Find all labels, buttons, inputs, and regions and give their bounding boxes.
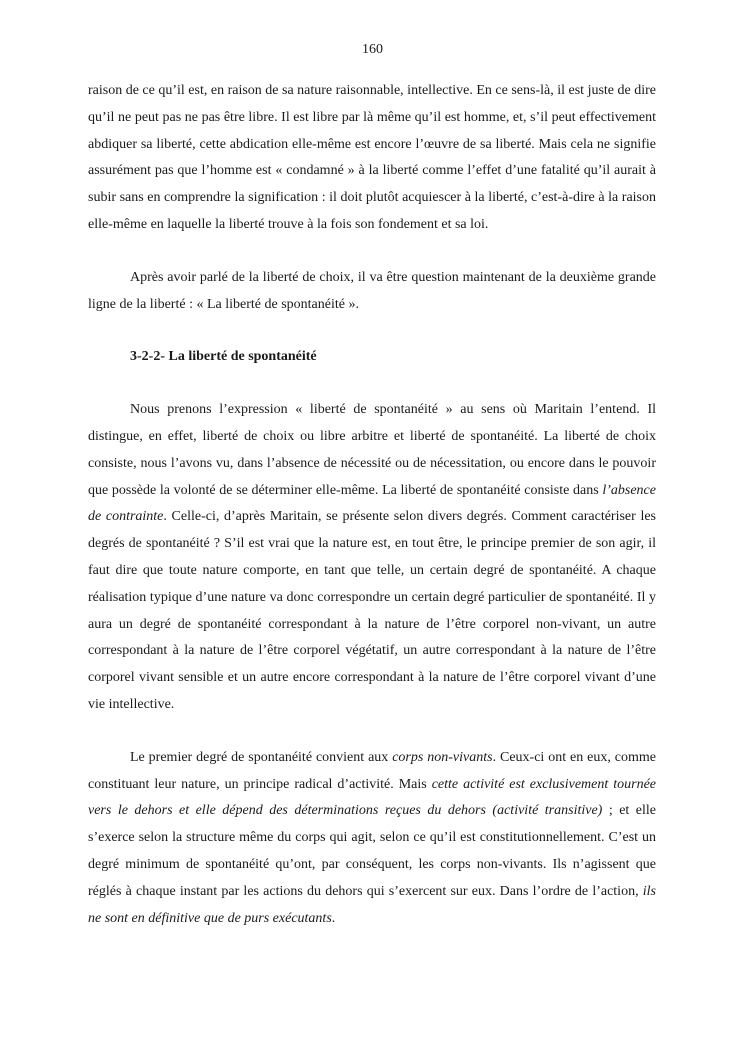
page-number: 160 xyxy=(362,42,383,57)
paragraph-4-text-g: . xyxy=(331,910,336,926)
paragraph-1: raison de ce qu’il est, en raison de sa nature raisonnable, intellective. En ce sens-là, il est juste de dire qu’il ne peut pas ne pas être libre. Il est libre par là même qu’il est homme, et, s’il peut effectivement abdiquer sa liberté, cette abdication elle-même est encore l’œuvre de sa liberté. Mais cela ne signifie assurément pas que l’homme est « condamné » à la liberté comme l’effet d’une fatalité qu’il aurait à subir sans en comprendre la signification : il doit plutôt acquiescer à la liberté, c’est-à-dire à la raison elle-même en laquelle la liberté trouve à la fois son fondement et sa loi. xyxy=(88,83,656,232)
document-body xyxy=(88,78,656,932)
paragraph-3-text-a: Nous prenons l’expression « liberté de spontanéité » au sens où Maritain l’entend. Il distingue, en effet, liberté de choix ou libre arbitre et liberté de spontanéité. La liberté de choix consiste, nous l’avons vu, dans l’absence de nécessité ou de nécessitation, ou encore dans le pouvoir que possède la volonté de se déterminer elle-même. La liberté de spontanéité consiste dans xyxy=(88,402,656,498)
paragraph-4-text-c: . Ceux-ci ont en eux, comme constituant leur nature, un principe radical d’activité. Mais xyxy=(88,749,657,792)
section-heading: 3-2-2- La liberté de spontanéité xyxy=(130,349,317,365)
paragraph-4-italic-3: ils ne sont en définitive que de purs exécutants xyxy=(88,883,656,926)
paragraph-4 xyxy=(88,745,656,933)
paragraph-4-italic-1: corps non-vivants xyxy=(392,749,493,765)
paragraph-2: Après avoir parlé de la liberté de choix, il va être question maintenant de la deuxième grande ligne de la liberté : « La liberté de spontanéité ». xyxy=(88,269,656,312)
paragraph-3 xyxy=(88,397,656,719)
paragraph-3-text-c: . Celle-ci, d’après Maritain, se présente selon divers degrés. Comment caractériser les degrés de spontanéité ? S’il est vrai que la nature est, en tout être, le principe premier de son agir, il faut dire que toute nature comporte, en tant que telle, un certain degré de spontanéité. A chaque réalisation typique d’une nature va donc correspondre un certain degré particulier de spontanéité. Il y aura un degré de spontanéité correspondant à la nature de l’être corporel non-vivant, un autre correspondant à la nature de l’être corporel végétatif, un autre correspondant à la nature de l’être corporel vivant sensible et un autre encore correspondant à la nature de l’être corporel vivant d’une vie intellective. xyxy=(88,509,656,712)
paragraph-4-text-a: Le premier degré de spontanéité convient aux xyxy=(130,749,393,765)
paragraph-4-text-e: ; et elle s’exerce selon la structure même du corps qui agit, selon ce qu’il est constitutionnellement. C’est un degré minimum de spontanéité qu’ont, par conséquent, les corps non-vivants. Ils n’agissent que réglés à chaque instant par les actions du dehors qui s’exercent sur eux. Dans l’ordre de l’action, xyxy=(88,803,657,899)
paragraph-4-italic-2: cette activité est exclusivement tournée vers le dehors et elle dépend des déterminations reçues du dehors (activité transitive) xyxy=(88,776,657,819)
paragraph-3-italic: l’absence de contrainte xyxy=(88,482,656,525)
